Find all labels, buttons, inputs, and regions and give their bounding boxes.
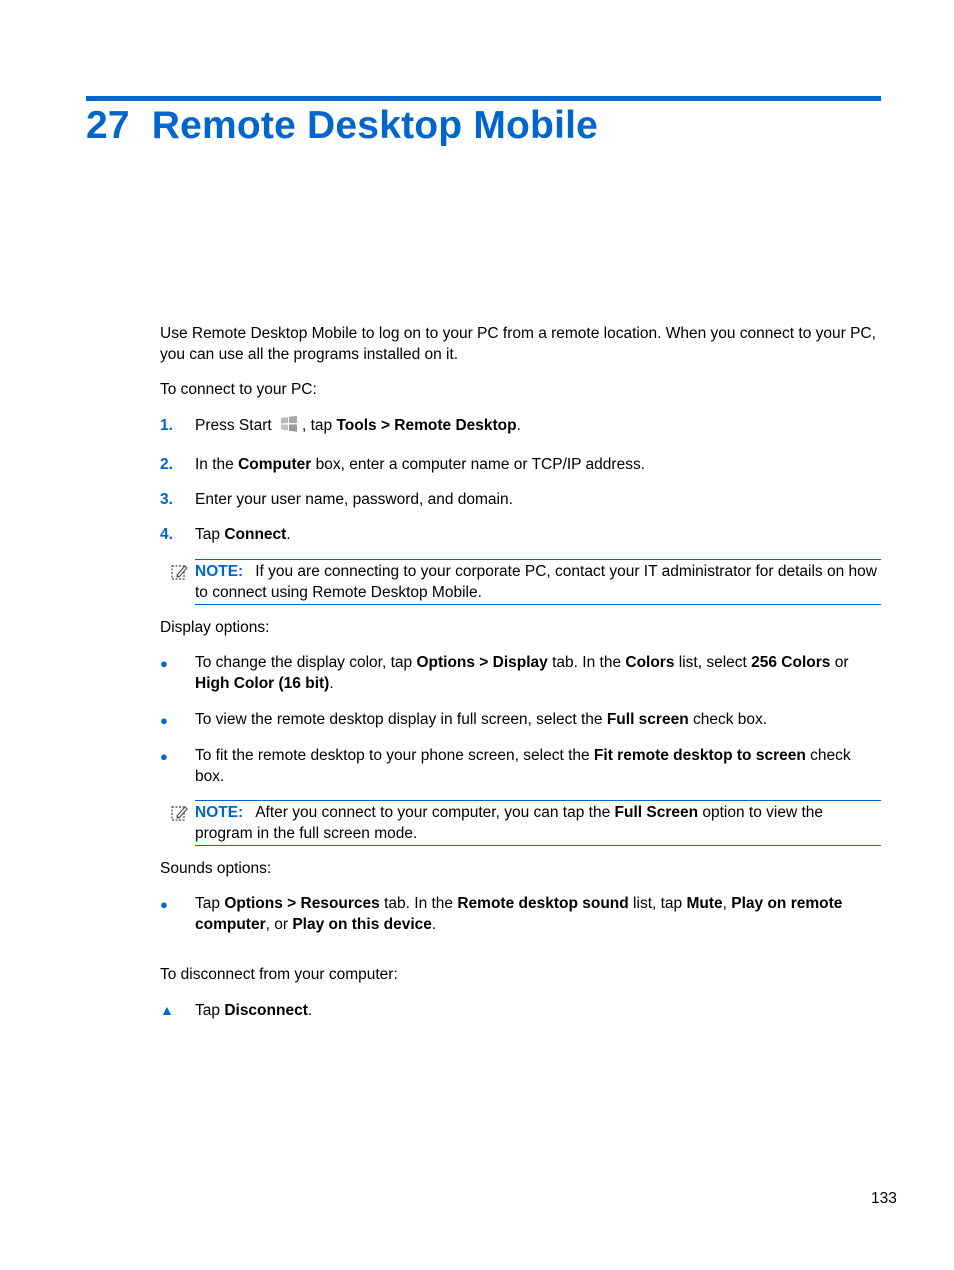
step-text: In the Computer box, enter a computer name or TCP/IP address. bbox=[195, 456, 646, 473]
note-text: After you connect to your computer, you can tap the Full Screen option to view the program in the full screen mode. bbox=[195, 804, 824, 842]
note-icon bbox=[170, 563, 188, 581]
bullet-text: To fit the remote desktop to your phone screen, select the Fit remote desktop to screen check box. bbox=[195, 747, 851, 785]
note-box bbox=[195, 559, 881, 605]
bullet-text: Tap Options > Resources tab. In the Remote desktop sound list, tap Mute, Play on remote computer, or Play on this device. bbox=[195, 895, 843, 933]
bullet-marker: ● bbox=[160, 749, 168, 764]
step-number: 3. bbox=[160, 491, 173, 508]
bold-term: Play on this device bbox=[292, 916, 432, 933]
note-icon bbox=[170, 804, 188, 822]
bold-term: Tools bbox=[336, 417, 377, 434]
bold-term: > Remote Desktop bbox=[380, 417, 517, 434]
note-text: If you are connecting to your corporate PC, contact your IT administrator for details on how to connect using Remote Desktop Mobile. bbox=[195, 563, 877, 601]
bold-term: Remote desktop sound bbox=[457, 895, 629, 912]
bold-term: 256 Colors bbox=[751, 654, 831, 671]
bold-term: Computer bbox=[238, 456, 312, 473]
bullet-text: To view the remote desktop display in full screen, select the Full screen check box. bbox=[195, 711, 768, 728]
bold-term: Connect bbox=[224, 526, 287, 543]
bold-term: High Color (16 bit) bbox=[195, 675, 330, 692]
bullet-marker: ● bbox=[160, 656, 168, 671]
bold-term: Mute bbox=[686, 895, 723, 912]
bold-term: Options > Display bbox=[416, 654, 548, 671]
windows-start-icon bbox=[278, 415, 300, 433]
bold-term: Full screen bbox=[606, 711, 689, 728]
step-text: Tap Disconnect. bbox=[195, 1002, 313, 1019]
bold-term: Fit remote desktop to screen bbox=[593, 747, 806, 764]
step-number: 1. bbox=[160, 417, 173, 434]
step-number: 4. bbox=[160, 526, 173, 543]
display-heading: Display options: bbox=[160, 619, 270, 636]
chapter-title-text: Remote Desktop Mobile bbox=[151, 104, 599, 147]
bold-term: Options > Resources bbox=[224, 895, 380, 912]
chapter-title-rule bbox=[86, 96, 881, 101]
note-label: NOTE: bbox=[195, 563, 244, 580]
step-number: 2. bbox=[160, 456, 173, 473]
bullet-marker: ● bbox=[160, 897, 168, 912]
chapter-title bbox=[86, 104, 598, 148]
intro-paragraph: Use Remote Desktop Mobile to log on to your PC from a remote location. When you connect to your PC, you can use all the programs installed on it. bbox=[160, 325, 876, 363]
note-label: NOTE: bbox=[195, 804, 244, 821]
bold-term: Play on remote computer bbox=[195, 895, 843, 933]
triangle-marker: ▲ bbox=[160, 1002, 174, 1018]
chapter-number: 27 bbox=[86, 104, 130, 147]
step-text: Press Start , tap Tools > Remote Desktop. bbox=[195, 417, 521, 434]
sounds-heading: Sounds options: bbox=[160, 860, 272, 877]
bullet-text: To change the display color, tap Options > Display tab. In the Colors list, select 256 Colors or High Color (16 bit). bbox=[195, 654, 849, 692]
disconnect-heading: To disconnect from your computer: bbox=[160, 966, 398, 983]
step-text: Tap Connect. bbox=[195, 526, 291, 543]
connect-heading: To connect to your PC: bbox=[160, 381, 317, 398]
bullet-marker: ● bbox=[160, 713, 168, 728]
bold-term: Colors bbox=[625, 654, 675, 671]
note-box bbox=[195, 800, 881, 846]
bold-term: Disconnect bbox=[224, 1002, 308, 1019]
step-text: Enter your user name, password, and domain. bbox=[195, 491, 513, 508]
bold-term: Full Screen bbox=[614, 804, 699, 821]
page-number: 133 bbox=[871, 1190, 897, 1207]
